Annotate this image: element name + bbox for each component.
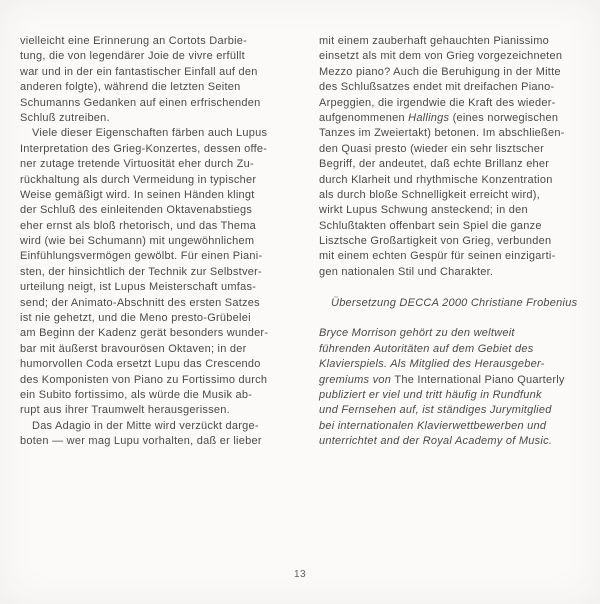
text-line: Lisztsche Großartigkeit von Grieg, verbunden: [319, 235, 552, 248]
text-line: wirkt Lupus Schwung ansteckend; in den: [319, 204, 528, 217]
paragraph: [319, 326, 600, 449]
text-line: send; der Animato-Abschnitt des ersten Satzes: [20, 296, 260, 309]
text-line: mit einem echten Gespür für seinen einzigarti-: [319, 250, 556, 263]
page-number: 13: [293, 569, 307, 580]
text-line: Das Adagio in der Mitte wird verzückt darge-: [32, 419, 259, 432]
text-line: ein Subito fortissimo, als würde die Musik ab-: [20, 388, 253, 401]
text-line: Klavierspiels. Als Mitglied des Herausgeber-: [319, 358, 545, 371]
text-line: Weise gemäßigt wird. In seinen Händen klingt: [20, 188, 255, 201]
text-line: Mezzo piano? Auch die Beruhigung in der Mitte: [319, 65, 561, 78]
text-line: des Schlußsatzes endet mit dreifachen Piano-: [319, 81, 555, 94]
text-line: gen nationalen Stil und Charakter.: [319, 265, 494, 278]
text-line: Schumanns Gedanken auf einen erfrischenden: [20, 96, 261, 109]
text-line: tung, die von legendärer Joie de vivre erfüllt: [20, 50, 245, 63]
text-line: Arpeggien, die irgendwie die Kraft des wieder-: [319, 96, 556, 109]
text-line: ner zutage tretende Virtuosität eher durch Zu-: [20, 158, 254, 171]
text-line: des Komponisten von Piano zu Fortissimo durch: [20, 373, 268, 386]
text-line: Begriff, der andeutet, daß echte Brillanz eher: [319, 158, 550, 171]
text-line: ist nie gehetzt, und die Meno presto-Grübelei: [20, 312, 251, 325]
text-line: sten, der hinsichtlich der Technik zur Selbstver-: [20, 265, 262, 278]
text-line: Schluß zutreiben.: [20, 111, 110, 124]
text-line: führenden Autoritäten auf dem Gebiet des: [319, 342, 534, 355]
paragraph: [20, 34, 301, 126]
text-line: durch Klarheit und rhythmische Konzentration: [319, 173, 553, 186]
text-line: bar mit äußerst bravourösen Oktaven; in der: [20, 342, 247, 355]
text-line: aufgenommenen Hallings (eines norwegischen: [319, 111, 559, 124]
text-line: am Beginn der Kadenz gerät besonders wunder-: [20, 327, 269, 340]
text-line: der Schluß des einleitenden Oktavenabstiegs: [20, 204, 253, 217]
text-line: urteilung neigt, ist Lupus Meisterschaft umfas-: [20, 281, 257, 294]
paragraph: [20, 419, 301, 450]
text-line: vielleicht eine Erinnerung an Cortots Darbie-: [20, 35, 248, 47]
text-line: Tanzes im Zweiertakt) betonen. Im abschließen-: [319, 127, 565, 140]
text-line: eher ernst als bloß rhetorisch, und das Thema: [20, 219, 257, 232]
paragraph: [319, 34, 600, 280]
text-line: boten — wer mag Lupu vorhalten, daß er lieber: [20, 435, 262, 448]
right-column: [319, 34, 600, 450]
text-line: mit einem zauberhaft gehauchten Pianissimo: [319, 35, 550, 47]
text-line: den Quasi presto (wieder ein sehr lisztscher: [319, 142, 544, 155]
text-line: Schlußtakten offenbart sein Spiel die ganze: [319, 219, 542, 232]
text-line: wird (wie bei Schumann) mit ungewöhnlichem: [20, 235, 255, 248]
paragraph: [20, 126, 301, 418]
text-line: humorvollen Coda ersetzt Lupu das Crescendo: [20, 358, 261, 371]
text-line: unterrichtet and der Royal Academy of Music.: [319, 435, 553, 448]
text-line: gremiums von The International Piano Quarterly: [319, 373, 565, 386]
text-line: Viele dieser Eigenschaften färben auch Lupus: [32, 127, 268, 140]
text-line: Übersetzung DECCA 2000 Christiane Frobenius: [331, 296, 578, 309]
text-line: als durch bloße Schnelligkeit erreicht wird),: [319, 188, 540, 201]
text-line: Bryce Morrison gehört zu den weltweit: [319, 327, 515, 340]
text-line: rückhaltung als durch Vermeidung in typischer: [20, 173, 257, 186]
text-line: anderen folgte), während die letzten Seiten: [20, 81, 241, 94]
text-line: einsetzt als mit dem von Grieg vorgezeichneten: [319, 50, 563, 63]
text-line: publiziert er viel und tritt häufig in Rundfunk: [319, 388, 542, 401]
paragraph: [319, 296, 600, 311]
text-line: rupt aus ihrer Traumwelt herausgerissen.: [20, 404, 230, 417]
text-line: Interpretation des Grieg-Konzertes, dessen offe-: [20, 142, 268, 155]
text-line: und Fernsehen auf, ist ständiges Jurymitglied: [319, 404, 552, 417]
left-column: [20, 34, 301, 450]
text-line: war und in der ein fantastischer Einfall auf den: [20, 65, 258, 78]
text-line: Einfühlungsvermögen gewölbt. Für einen Piani-: [20, 250, 263, 263]
text-line: bei internationalen Klavierwettbewerben und: [319, 419, 547, 432]
